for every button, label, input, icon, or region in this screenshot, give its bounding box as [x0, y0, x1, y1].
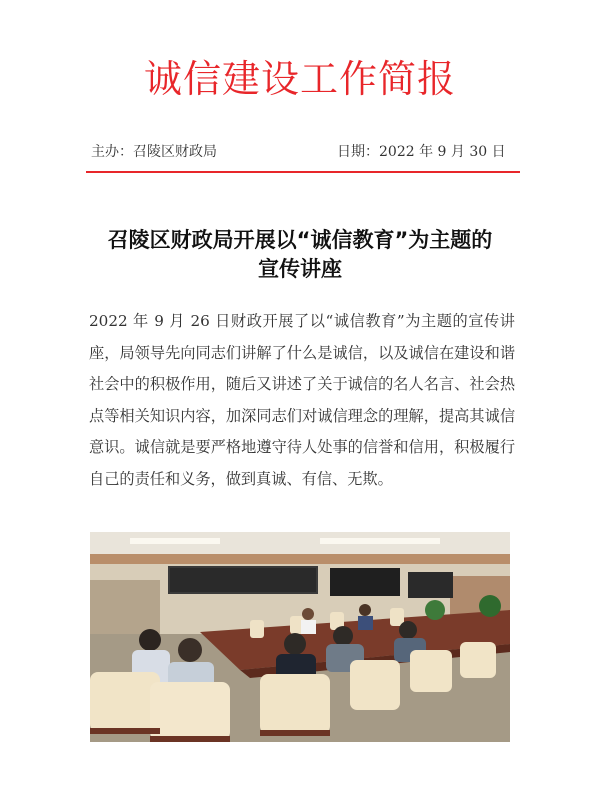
person-head: [399, 621, 417, 639]
plant: [479, 595, 501, 617]
chair: [410, 650, 452, 692]
chair-frame: [90, 728, 160, 734]
organizer-label: 主办：召陵区财政局: [91, 144, 217, 160]
chair: [260, 674, 330, 734]
person-head: [284, 633, 306, 655]
headline-line-1: 召陵区财政局开展以“诚信教育”为主题的: [107, 228, 493, 252]
person-head: [333, 626, 353, 646]
chair: [390, 608, 404, 626]
person-head: [139, 629, 161, 651]
chair: [250, 620, 264, 638]
person-head: [359, 604, 371, 616]
date-label: 日期：2022 年 9 月 30 日: [337, 144, 506, 160]
headline-line-2: 宣传讲座: [258, 257, 342, 281]
bulletin-title: 诚信建设工作简报: [143, 57, 456, 101]
chair-frame: [150, 736, 230, 742]
person-body: [301, 620, 316, 634]
ceiling-light: [320, 538, 440, 544]
person-head: [178, 638, 202, 662]
person-body: [358, 616, 373, 630]
article-headline: [80, 226, 520, 284]
meeting-room-illustration: [90, 532, 510, 742]
wall-trim: [90, 554, 510, 564]
chair: [150, 682, 230, 740]
tv-screen: [330, 568, 400, 596]
article-body: 2022 年 9 月 26 日财政开展了以“诚信教育”为主题的宣传讲座，局领导先向同志们讲解了什么是诚信，以及诚信在建设和谐社会中的积极作用，随后又讲述了关于诚信的名人名言、社会热点等相关知识内容，加深同志们对诚信理念的理解，提高其诚信意识。诚信就是要严格地遵守待人处事的信誉和信用，积极履行自己的责任和义务，做到真诚、有信、无欺。: [89, 312, 515, 488]
meeting-photo: [90, 532, 510, 742]
chair: [90, 672, 160, 732]
person-head: [302, 608, 314, 620]
chair: [350, 660, 400, 710]
chair: [460, 642, 496, 678]
tv-screen: [408, 572, 453, 598]
ceiling-light: [130, 538, 220, 544]
header-divider: [86, 171, 520, 173]
chair-frame: [260, 730, 330, 736]
wall-banner-inner: [170, 568, 316, 592]
plant: [425, 600, 445, 620]
